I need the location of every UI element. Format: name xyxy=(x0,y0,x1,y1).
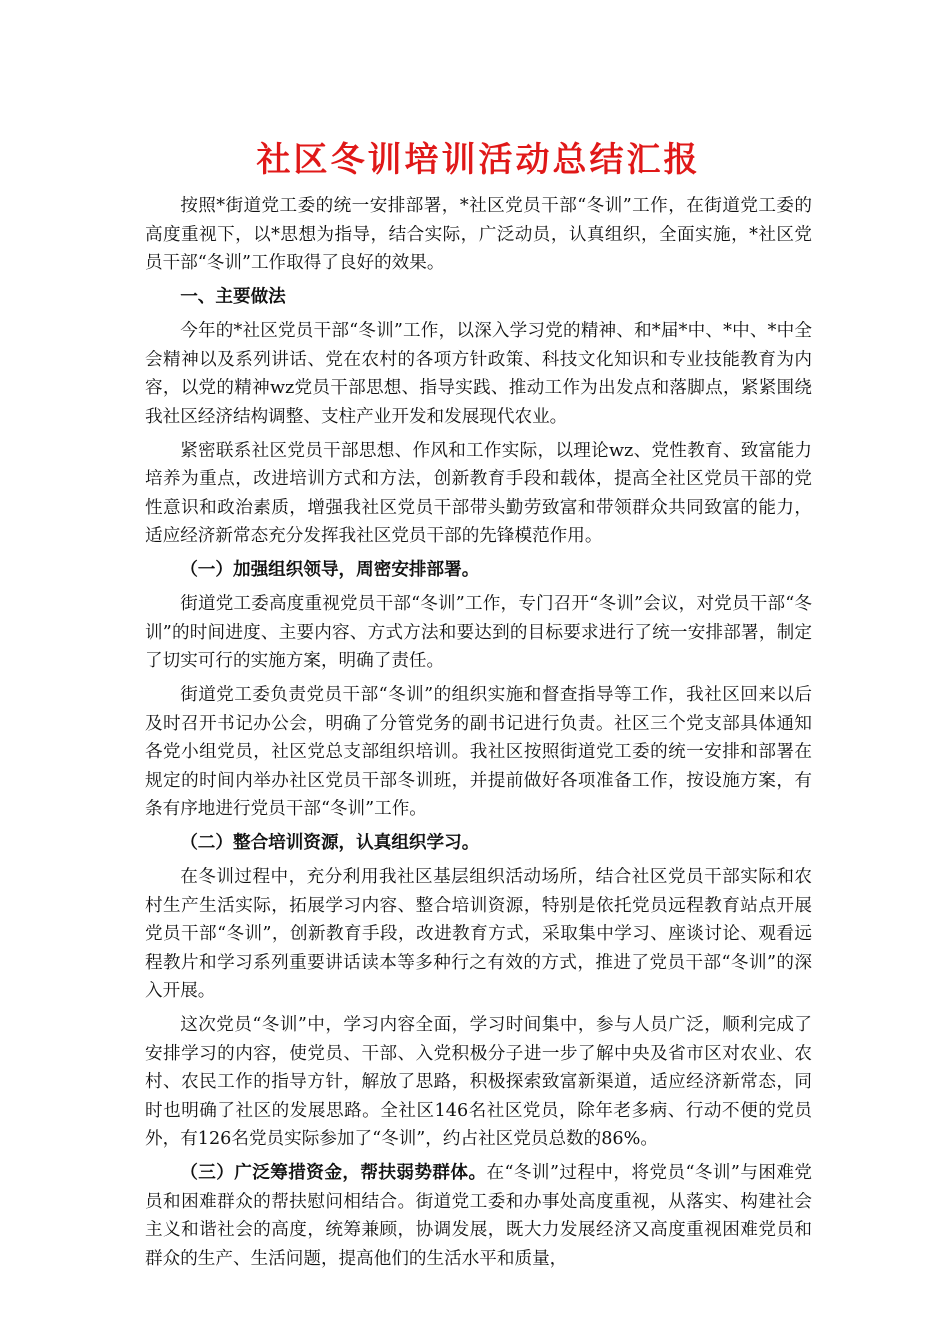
paragraph-7-text: 在“冬训”过程中，将党员“冬训”与困难党员和困难群众的帮扶慰问相结合。街道党工委和办事处高度重视，从落实、构建社会主义和谐社会的高度，统筹兼顾，协调发展，既大力发展经济又高度重视困难党员和群众的生产、生活问题，提高他们的生活水平和质量， xyxy=(145,1163,812,1269)
paragraph-7 xyxy=(145,1159,812,1273)
paragraph-1: 今年的*社区党员干部“冬训”工作，以深入学习党的精神、和*届*中、*中、*中全会精神以及系列讲话、党在农村的各项方针政策、科技文化知识和专业技能教育为内容，以党的精神wz党员干部思想、指导实践、推动工作为出发点和落脚点，紧紧围绕我社区经济结构调整、支柱产业开发和发展现代农业。 xyxy=(145,321,812,427)
paragraph-4: 街道党工委负责党员干部“冬训”的组织实施和督查指导等工作，我社区回来以后及时召开书记办公会，明确了分管党务的副书记进行负责。社区三个党支部具体通知各党小组党员，社区党总支部组织培训。我社区按照街道党工委的统一安排和部署在规定的时间内举办社区党员干部冬训班，并提前做好各项准备工作，按设施方案，有条有序地进行党员干部“冬训”工作。 xyxy=(145,685,812,819)
document-title: 社区冬训培训活动总结汇报 xyxy=(256,140,701,180)
section-heading-main-methods: 一、主要做法 xyxy=(180,286,286,307)
subheading-3: （三）广泛筹措资金，帮扶弱势群体。 xyxy=(180,1162,487,1183)
intro-paragraph: 按照*街道党工委的统一安排部署，*社区党员干部“冬训”工作，在街道党工委的高度重视下，以*思想为指导，结合实际，广泛动员，认真组织，全面实施，*社区党员干部“冬训”工作取得了良好的效果。 xyxy=(145,196,812,273)
paragraph-5: 在冬训过程中，充分利用我社区基层组织活动场所，结合社区党员干部实际和农村生产生活实际，拓展学习内容、整合培训资源，特别是依托党员远程教育站点开展党员干部“冬训”，创新教育手段，改进教育方式，采取集中学习、座谈讨论、观看远程教片和学习系列重要讲话读本等多种行之有效的方式，推进了党员干部“冬训”的深入开展。 xyxy=(145,867,812,1001)
subheading-2: （二）整合培训资源，认真组织学习。 xyxy=(180,832,480,853)
paragraph-6: 这次党员“冬训”中，学习内容全面，学习时间集中，参与人员广泛，顺利完成了安排学习的内容，使党员、干部、入党积极分子进一步了解中央及省市区对农业、农村、农民工作的指导方针，解放了思路，积极探索致富新渠道，适应经济新常态，同时也明确了社区的发展思路。全社区146名社区党员，除年老多病、行动不便的党员外，有126名党员实际参加了“冬训”，约占社区党员总数的86%。 xyxy=(145,1015,812,1149)
subheading-1: （一）加强组织领导，周密安排部署。 xyxy=(180,559,480,580)
paragraph-2: 紧密联系社区党员干部思想、作风和工作实际，以理论wz、党性教育、致富能力培养为重点，改进培训方式和方法，创新教育手段和载体，提高全社区党员干部的党性意识和政治素质，增强我社区党员干部带头勤劳致富和带领群众共同致富的能力，适应经济新常态充分发挥我社区党员干部的先锋模范作用。 xyxy=(145,440,812,546)
paragraph-3: 街道党工委高度重视党员干部“冬训”工作，专门召开“冬训”会议，对党员干部“冬训”的时间进度、主要内容、方式方法和要达到的目标要求进行了统一安排部署，制定了切实可行的实施方案，明确了责任。 xyxy=(145,594,812,671)
